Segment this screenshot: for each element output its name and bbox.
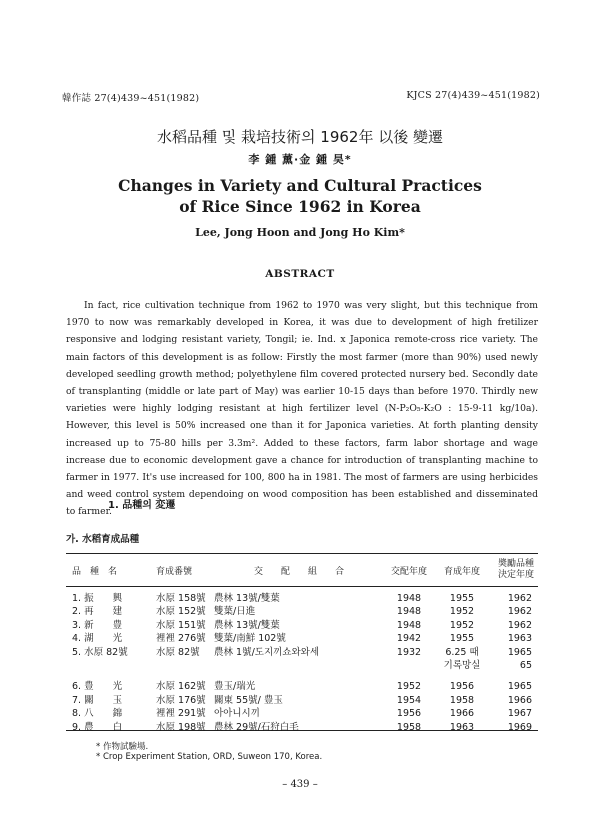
title-korean: 水稻品種 및 栽培技術의 1962年 以後 變遷 [157, 128, 443, 146]
table-cell: 1954 [396, 694, 422, 706]
table-row [66, 659, 538, 672]
table-row [66, 707, 538, 720]
table-cell: 1966 [507, 694, 532, 706]
table-row [66, 619, 538, 632]
table-cell: 雙葉/日進 [214, 606, 256, 618]
table-cell [156, 659, 214, 672]
col-header-recommend-year: 奬勵品種 決定年度 [497, 559, 534, 580]
table-cell: 1958 [396, 721, 422, 733]
section-heading: 1. 品種의 変遷 [108, 500, 176, 511]
table-cell: 1969 [507, 721, 532, 733]
table-cell: 裡裡 291號 [156, 708, 206, 720]
table-cell: 1948 [396, 619, 422, 631]
subsection-heading: 가. 水稻育成品種 [66, 534, 140, 545]
table-cell: 1952 [449, 619, 475, 631]
table-cell: 1963 [449, 721, 475, 733]
table-cell: 1955 [449, 593, 475, 604]
table-cell: 1962 [507, 606, 532, 618]
table-cell: 1967 [507, 708, 532, 720]
table-cell: 아아니시끼 [214, 708, 260, 720]
table-cell: 1948 [396, 593, 422, 604]
table-cell: 1962 [507, 593, 532, 604]
table-cell: 1956 [396, 708, 422, 720]
table-cell: 農林 1號/도지끼쇼와와세 [214, 646, 320, 658]
table-row [66, 632, 538, 645]
table-cell: 2. 再 建 [72, 606, 123, 618]
table-cell: 1. 振 興 [72, 593, 123, 604]
table-cell: 1962 [507, 619, 532, 631]
table-cell: 8. 八 錦 [72, 708, 123, 720]
authors-korean: 李 鍾 薰·金 鍾 昊* [248, 153, 352, 166]
table-cell: 3. 新 豊 [72, 619, 123, 631]
title-english-line2: of Rice Since 1962 in Korea [179, 197, 421, 216]
title-english-line1: Changes in Variety and Cultural Practices [118, 176, 482, 195]
table-cell: 水原 152號 [156, 606, 206, 618]
footnote-english: * Crop Experiment Station, ORD, Suweon 170, Korea. [96, 752, 323, 762]
table-cell: 6.25 때 [445, 646, 479, 658]
table-row [66, 694, 538, 707]
footnote-korean: * 作物試驗場. [96, 742, 149, 752]
table-row [66, 605, 538, 618]
table-cell: 6. 豊 光 [72, 681, 123, 693]
col-header-breeding-no: 育成番號 [156, 566, 193, 577]
abstract-heading: ABSTRACT [265, 268, 335, 280]
table-cell: 7. 關 玉 [72, 694, 123, 706]
table-cell: 1948 [396, 606, 422, 618]
table-cell: 農林 13號/雙葉 [214, 619, 280, 631]
table-top-rule [66, 553, 538, 554]
table-cell: 1952 [396, 681, 422, 693]
table-cell: 1963 [507, 633, 532, 645]
table-row [66, 646, 538, 659]
table-cell: 豊玉/瑞光 [214, 681, 256, 693]
journal-header-right: KJCS 27(4)439~451(1982) [406, 90, 540, 101]
table-cell: 1958 [449, 694, 475, 706]
table-cell [384, 659, 434, 672]
table-row [66, 680, 538, 693]
table-cell: 기록망실 [443, 660, 481, 672]
abstract-body [66, 297, 538, 521]
authors-english: Lee, Jong Hoon and Jong Ho Kim* [195, 226, 405, 239]
table-cell: 9. 農 白 [72, 721, 123, 733]
table-header-row [66, 556, 538, 584]
table-cell: 1952 [449, 606, 475, 618]
table-cell: 水原 162號 [156, 681, 206, 693]
table-cell: 水原 176號 [156, 694, 206, 706]
col-header-cross: 交 配 組 合 [253, 566, 344, 577]
col-header-cross-year: 交配年度 [390, 566, 427, 577]
table-cell: 水原 198號 [156, 721, 206, 733]
table-cell: 農林 29號/石狩白毛 [214, 721, 299, 733]
table-cell: 水原 158號 [156, 593, 206, 604]
table-cell: 1955 [449, 633, 475, 645]
table-cell: 1942 [396, 633, 422, 645]
table-cell: 1956 [449, 681, 475, 693]
journal-header-left: 韓作誌 27(4)439~451(1982) [62, 93, 200, 104]
table-cell [66, 659, 156, 672]
table-cell: 水原 82號 [156, 646, 200, 658]
col-header-release-year: 育成年度 [443, 566, 480, 577]
table-cell: 農林 13號/雙葉 [214, 593, 280, 604]
table-cell: 65 [519, 660, 532, 672]
rice-variety-table [66, 556, 538, 734]
page-number: – 439 – [282, 779, 318, 790]
table-cell: 關東 55號/ 豊玉 [214, 694, 283, 706]
abstract-paragraph: In fact, rice cultivation technique from 1962 to 1970 was very slight, but this technique from 1970 to now was remarkably developed in Korea, it was due to development of high fretilizer responsive and lodging resistant variety, Tongil; ie. Ind. x Japonica remote-cross rice variety. The main factors of this development is as follow: Firstly the most farmer (more than 90%) used newly developed seedling growth method; polyethylene film covered protected nursery bed. Secondly date of transplanting (middle or late part of May) was earlier 10-15 days than before 1970. Thirdly new varieties were highly lodging resistant at high fertilizer level (N-P₂O₅-K₂O : 15-9-11 kg/10a). However, this level is 50% increased one than it for Japonica varieties. At forth planting density increased up to 75-80 hills per 3.3m². Added to these factors, farm labor shortage and wage increase due to economic development gave a chance for introduction of transplanting machine to farmer in 1977. It's use increased for 100, 800 ha in 1981. The most of farmers are using herbicides and weed control system dependoing on wood composition has been established and disseminated to farmer. [66, 300, 538, 518]
table-cell: 5. 水原 82號 [72, 646, 128, 658]
table-cell: 水原 151號 [156, 619, 206, 631]
table-cell: 雙葉/南鮮 102號 [214, 633, 286, 645]
table-row [66, 721, 538, 734]
table-cell: 4. 湖 光 [72, 633, 123, 645]
table-cell: 1966 [449, 708, 475, 720]
table-cell: 裡裡 276號 [156, 633, 206, 645]
table-row [66, 592, 538, 605]
table-cell: 1965 [507, 681, 532, 693]
table-cell: 1965 [507, 646, 532, 658]
table-cell: 1932 [396, 646, 422, 658]
col-header-variety: 品 種 名 [72, 566, 118, 577]
table-cell [214, 659, 384, 672]
